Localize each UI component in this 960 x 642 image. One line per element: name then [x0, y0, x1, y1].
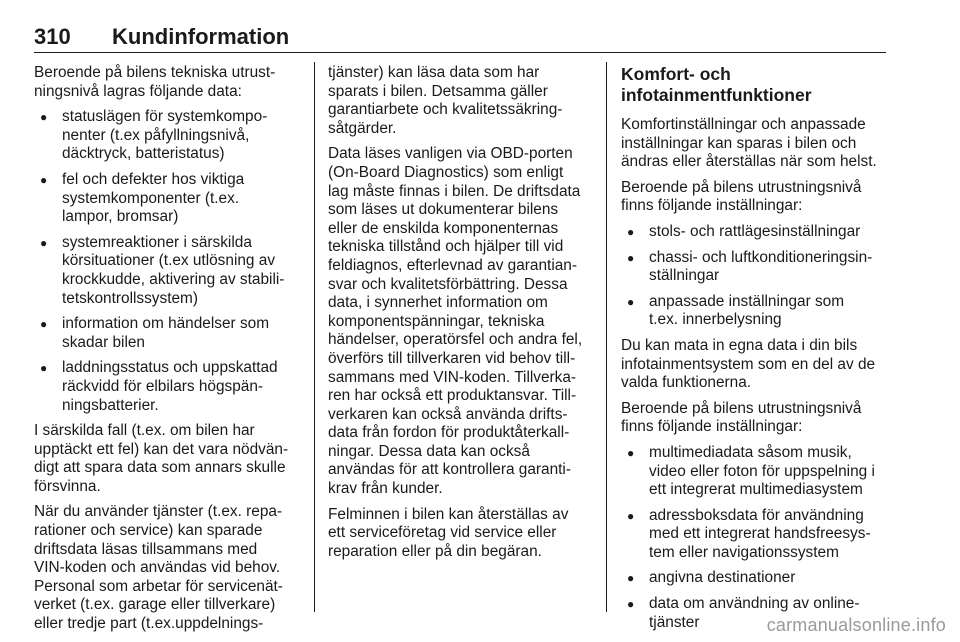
text-line: ● information om händelser som [62, 315, 270, 333]
text-line: ändras eller återställas när som helst. [621, 153, 877, 171]
watermark: carmanualsonline.info [766, 615, 946, 635]
text-line: sparats i bilen. Detsamma gäller [328, 82, 548, 100]
text-line: tekniska tillstånd och hjälper till vid [328, 238, 564, 256]
text-line: Beroende på bilens utrustningsnivå [621, 178, 862, 196]
bullet-list [34, 108, 306, 415]
text-line: ett serviceföretag vid service eller [328, 524, 557, 542]
text-line: ställningar [649, 267, 720, 285]
paragraph [621, 400, 889, 437]
text-line: ● stols- och rattlägesinställningar [649, 222, 861, 240]
list-item [34, 234, 306, 308]
paragraph [621, 179, 889, 216]
list-item [34, 359, 306, 415]
text-line: finns följande inställningar: [621, 197, 803, 215]
text-line: tjänster [649, 613, 700, 631]
text-line: valda funktionerna. [621, 374, 752, 392]
text-line: försvinna. [34, 477, 101, 495]
section-heading [621, 64, 889, 106]
text-line: Komfort- och [621, 64, 731, 84]
list-item [621, 293, 889, 330]
text-line: feldiagnos, efterlevnad av garantian- [328, 256, 577, 274]
paragraph [328, 506, 592, 562]
text-line: upptäckt ett fel) kan det vara nödvän- [34, 440, 289, 458]
text-line: ningar. Dessa data kan också [328, 442, 530, 460]
text-line: I särskilda fall (t.ex. om bilen har [34, 422, 255, 440]
text-line: ● data om användning av online- [649, 595, 860, 613]
text-line: skadar bilen [62, 333, 145, 351]
text-line: lag måste finnas i bilen. De driftsdata [328, 182, 581, 200]
text-line: digt att spara data som annars skulle [34, 459, 286, 477]
text-line: verket (t.ex. garage eller tillverkare) [34, 596, 276, 614]
text-line: tjänster) kan läsa data som har [328, 64, 540, 81]
paragraph [34, 503, 306, 633]
text-line: räckvidd för elbilars högspän- [62, 377, 264, 395]
text-line: ● angivna destinationer [649, 569, 796, 587]
column-1 [34, 64, 306, 641]
column-divider [606, 62, 607, 612]
bullet-list [621, 223, 889, 330]
text-line: svar och kvalitetsförbättring. Dessa [328, 275, 568, 293]
bullet-list [621, 444, 889, 632]
paragraph [34, 64, 306, 101]
text-line: finns följande inställningar: [621, 418, 803, 436]
text-line: krav från kunder. [328, 480, 443, 498]
list-item [621, 507, 889, 563]
page-number: 310 [34, 24, 71, 49]
paragraph [328, 64, 592, 138]
text-line: Komfortinställningar och anpassade [621, 116, 866, 133]
column-3 [621, 64, 889, 639]
text-line: nenter (t.ex påfyllningsnivå, [62, 126, 250, 144]
text-line: sammans med VIN-koden. Tillverka- [328, 368, 577, 386]
text-line: Du kan mata in egna data i din bils [621, 336, 858, 354]
text-line: Felminnen i bilen kan återställas av [328, 505, 569, 523]
text-line: data, i synnerhet information om [328, 294, 548, 312]
text-line: (On-Board Diagnostics) som enligt [328, 163, 564, 181]
list-item [621, 569, 889, 588]
text-line: garantiarbete och kvalitetssäkring- [328, 101, 563, 119]
text-line: verkaren kan också använda drifts- [328, 405, 568, 423]
text-line: reparation eller på din begäran. [328, 542, 542, 560]
text-line: Beroende på bilens tekniska utrust- [34, 64, 276, 81]
text-line: systemkomponenter (t.ex. [62, 189, 240, 207]
paragraph [621, 337, 889, 393]
text-line: körsituationer (t.ex utlösning av [62, 252, 276, 270]
text-line: ● anpassade inställningar som [649, 292, 845, 310]
text-line: med ett integrerat handsfreesys- [649, 525, 871, 543]
text-line: ● multimediadata såsom musik, [649, 443, 852, 461]
text-line: eller de enskilda komponenternas [328, 219, 559, 237]
text-line: inställningar kan sparas i bilen och [621, 134, 857, 152]
text-line: VIN-koden och användas vid behov. [34, 559, 281, 577]
text-line: rationer och service) kan sparade [34, 522, 263, 540]
text-line: krockkudde, aktivering av stabili- [62, 270, 285, 288]
text-line: ett integrerat multimediasystem [649, 481, 863, 499]
text-line: När du använder tjänster (t.ex. repa- [34, 503, 283, 521]
text-line: eller tredje part (t.ex.uppdelnings- [34, 615, 264, 633]
text-line: ● chassi- och luftkonditioneringsin- [649, 248, 873, 266]
text-line: lampor, bromsar) [62, 208, 179, 226]
text-line: ningsbatterier. [62, 396, 159, 414]
text-line: video eller foton för uppspelning i [649, 462, 875, 480]
text-line: tetskontrollssystem) [62, 289, 198, 307]
text-line: ren har också ett produktansvar. Till- [328, 387, 577, 405]
column-divider [314, 62, 315, 612]
text-line: ● adressboksdata för användning [649, 506, 864, 524]
text-line: som läses ut dokumenterar bilens [328, 201, 559, 219]
page-title: Kundinformation [112, 24, 290, 49]
text-line: överförs till tillverkaren vid behov till- [328, 349, 576, 367]
list-item [621, 249, 889, 286]
text-line: Beroende på bilens utrustningsnivå [621, 399, 862, 417]
text-line: ● statuslägen för systemkompo- [62, 108, 268, 126]
paragraph [328, 145, 592, 498]
text-line: såtgärder. [328, 119, 397, 137]
list-item [621, 223, 889, 242]
text-line: ● laddningsstatus och uppskattad [62, 359, 278, 377]
text-line: händelser, operatörsfel och andra fel, [328, 331, 583, 349]
text-line: infotainmentfunktioner [621, 85, 812, 105]
text-line: t.ex. innerbelysning [649, 311, 782, 329]
list-item [621, 444, 889, 500]
text-line: däcktryck, batteristatus) [62, 145, 225, 163]
text-line: data från fordon för produktåterkall- [328, 424, 570, 442]
text-line: ● fel och defekter hos viktiga [62, 170, 245, 188]
page-header [34, 22, 886, 53]
text-line: Data läses vanligen via OBD-porten [328, 145, 573, 163]
text-line: ● systemreaktioner i särskilda [62, 233, 252, 251]
text-line: driftsdata läsas tillsammans med [34, 540, 258, 558]
paragraph [34, 422, 306, 496]
text-line: komponentspänningar, tekniska [328, 312, 545, 330]
list-item [34, 171, 306, 227]
column-2 [328, 64, 592, 568]
text-line: ningsnivå lagras följande data: [34, 82, 242, 100]
list-item [34, 108, 306, 164]
text-line: Personal som arbetar för servicenät- [34, 577, 283, 595]
paragraph [621, 116, 889, 172]
list-item [34, 315, 306, 352]
text-line: tem eller navigationssystem [649, 543, 839, 561]
text-line: användas för att kontrollera garanti- [328, 461, 571, 479]
text-line: infotainmentsystem som en del av de [621, 355, 876, 373]
